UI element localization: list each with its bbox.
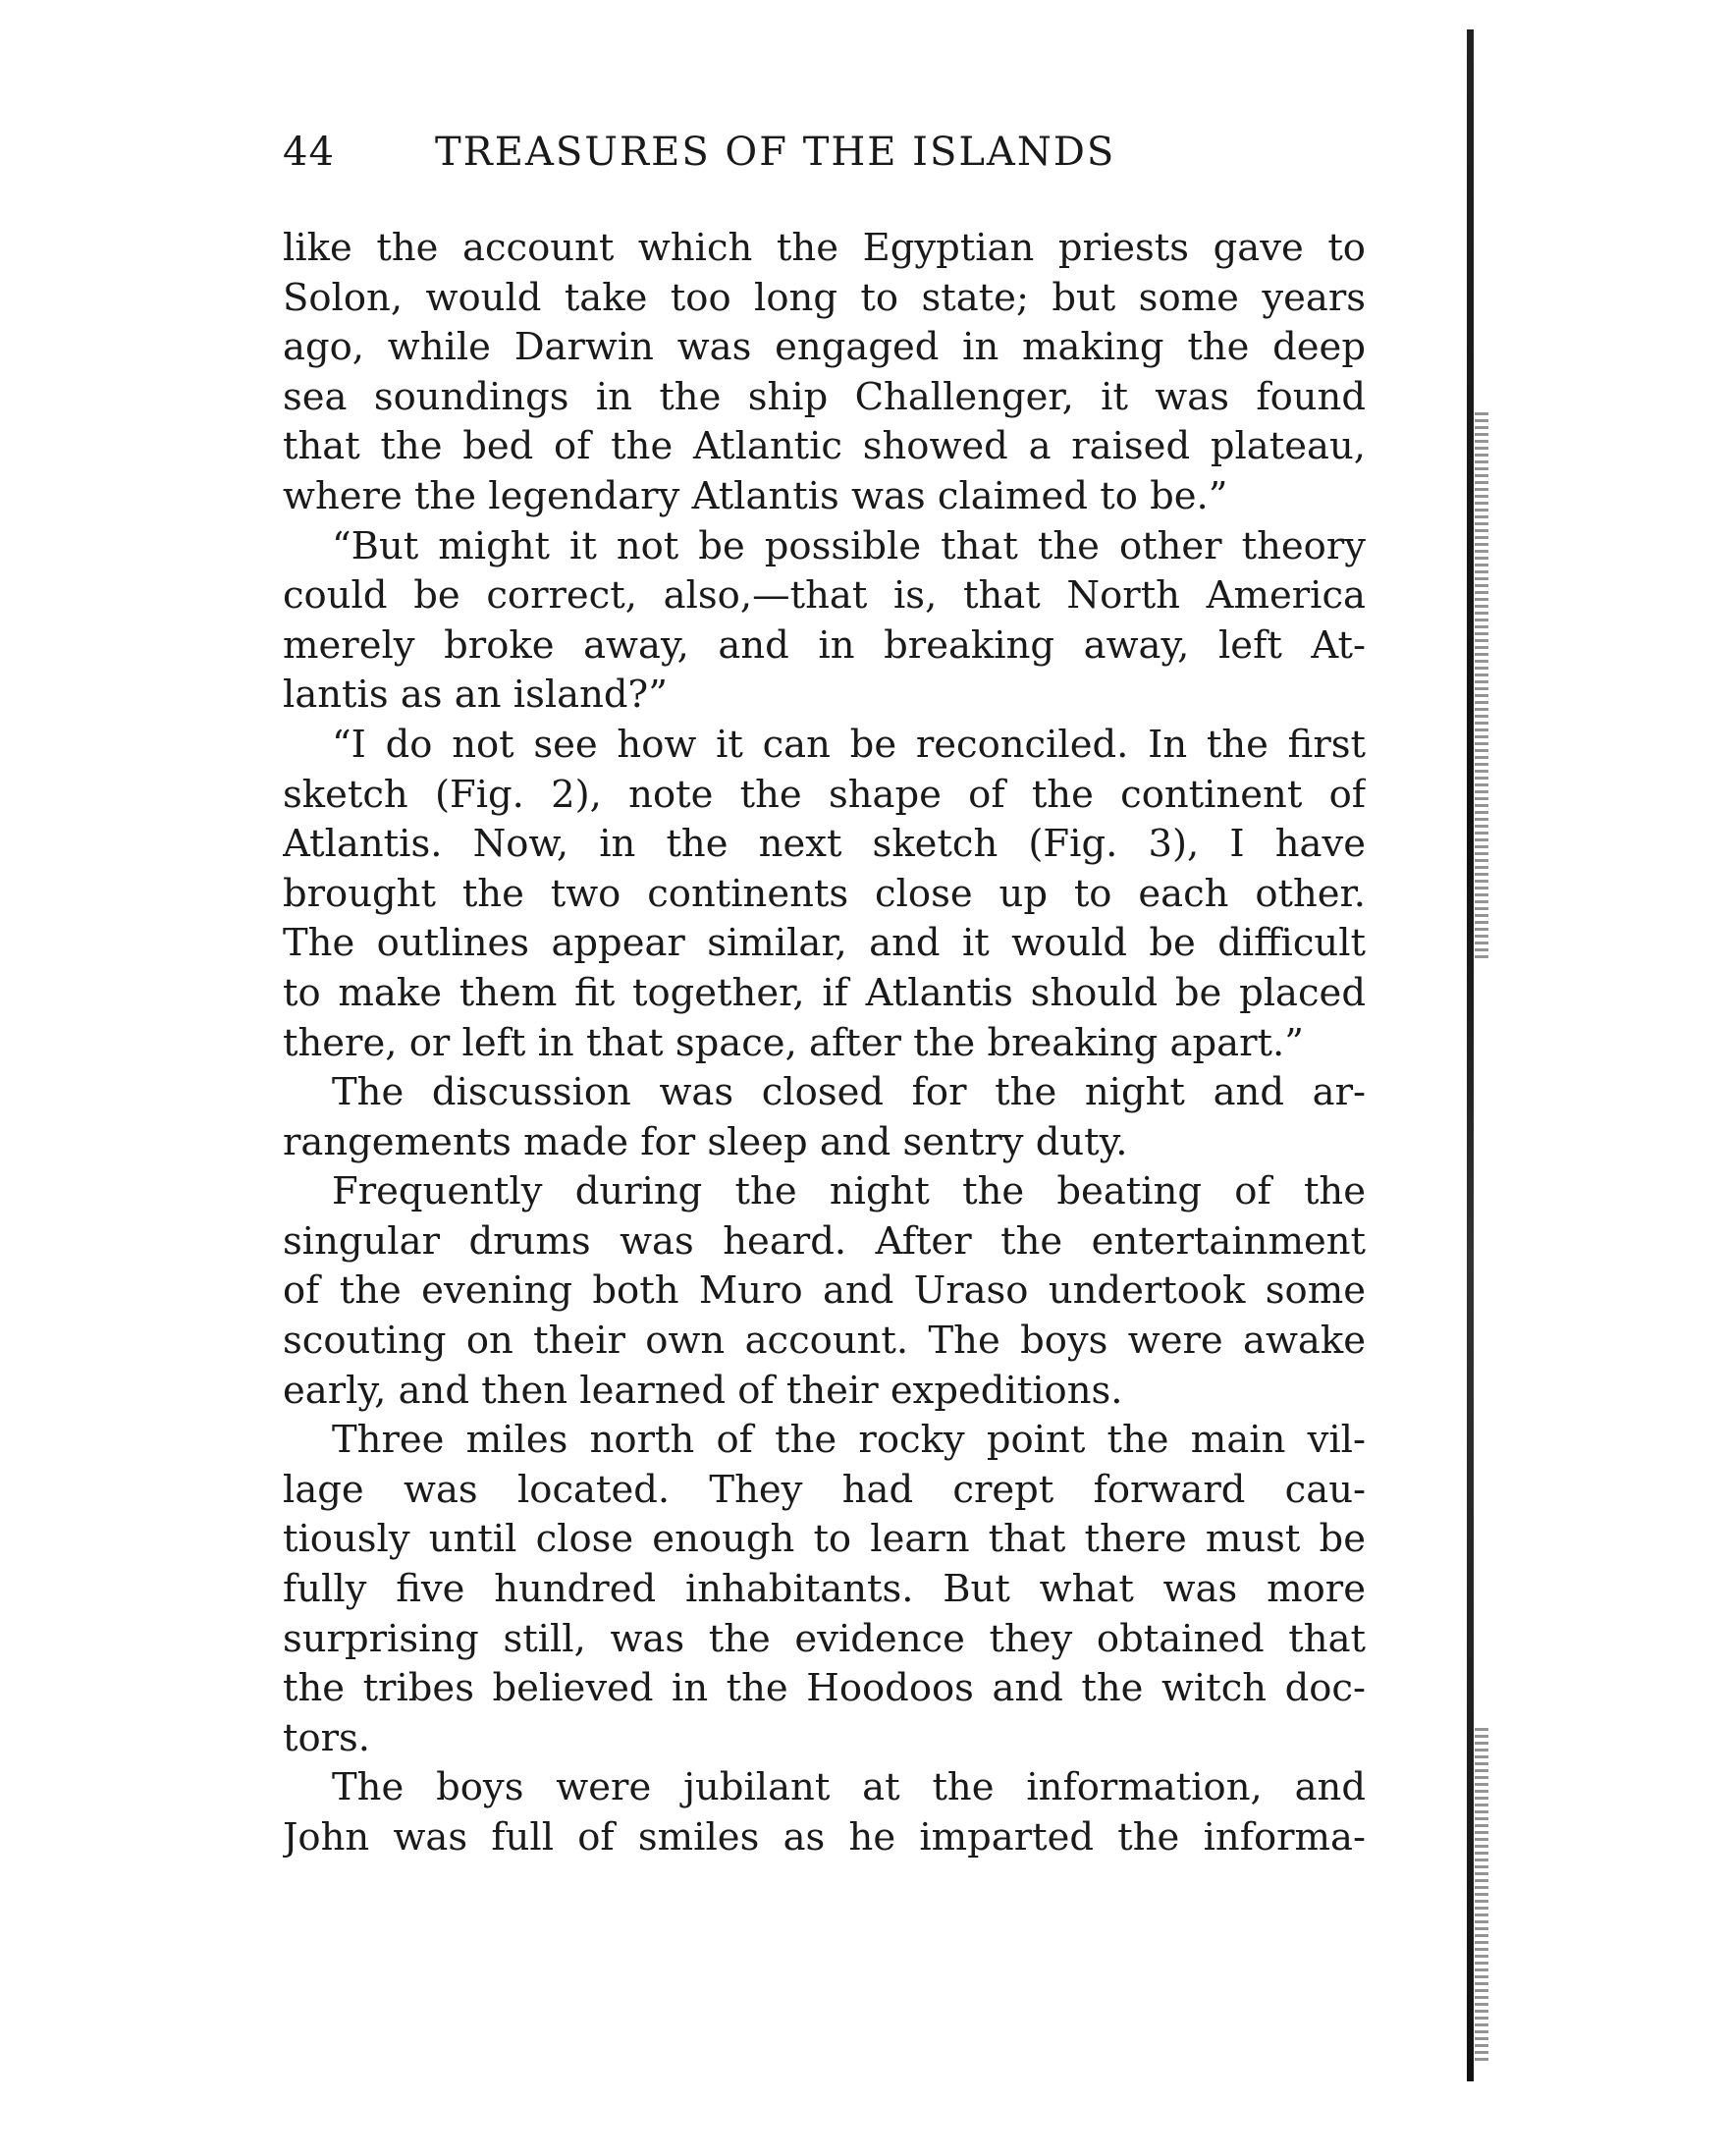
text-line: of the evening both Muro and Uraso undertook some xyxy=(283,1268,1366,1314)
page-edge-texture xyxy=(1475,412,1488,962)
text-line: ago, while Darwin was engaged in making the deep xyxy=(283,325,1366,370)
text-line: scouting on their own account. The boys were awake xyxy=(283,1319,1366,1364)
text-line: Solon, would take too long to state; but some years xyxy=(283,275,1366,320)
page-edge-texture xyxy=(1475,1728,1488,2062)
text-line: singular drums was heard. After the entertainment xyxy=(283,1218,1366,1264)
text-line: fully five hundred inhabitants. But what was more xyxy=(283,1567,1366,1612)
text-line: Three miles north of the rocky point the main vil- xyxy=(332,1418,1366,1463)
page-number: 44 xyxy=(283,130,335,175)
text-line: rangements made for sleep and sentry duty. xyxy=(283,1119,1128,1164)
text-line: The discussion was closed for the night and ar- xyxy=(332,1070,1366,1115)
text-line: could be correct, also,—that is, that North America xyxy=(283,573,1366,619)
text-line: merely broke away, and in breaking away, left At- xyxy=(283,622,1366,668)
text-line: where the legendary Atlantis was claimed to be.” xyxy=(283,473,1228,518)
page-edge-shadow xyxy=(1467,29,1474,2081)
text-line: that the bed of the Atlantic showed a raised plateau, xyxy=(283,424,1366,469)
text-line: Frequently during the night the beating of the xyxy=(332,1169,1366,1214)
text-line: Atlantis. Now, in the next sketch (Fig. 3), I have xyxy=(283,822,1366,867)
text-line: “I do not see how it can be reconciled. In the first xyxy=(332,722,1366,767)
text-line: The outlines appear similar, and it would be difficult xyxy=(283,921,1366,966)
text-line: sea soundings in the ship Challenger, it was found xyxy=(283,374,1366,419)
running-head xyxy=(283,128,1225,177)
text-line: there, or left in that space, after the breaking apart.” xyxy=(283,1020,1304,1065)
text-line: lantis as an island?” xyxy=(283,673,668,718)
text-line: early, and then learned of their expeditions. xyxy=(283,1368,1123,1413)
text-line: like the account which the Egyptian priests gave to xyxy=(283,226,1366,270)
book-title: TREASURES OF THE ISLANDS xyxy=(435,130,1116,175)
text-line: The boys were jubilant at the information, and xyxy=(332,1765,1366,1810)
text-line: lage was located. They had crept forward cau- xyxy=(283,1467,1366,1512)
text-line: tors. xyxy=(283,1715,371,1760)
text-line: tiously until close enough to learn that there must be xyxy=(283,1517,1366,1562)
body-text xyxy=(283,224,1366,1863)
text-line: the tribes believed in the Hoodoos and the witch doc- xyxy=(283,1666,1366,1711)
text-line: “But might it not be possible that the other theory xyxy=(332,523,1366,568)
text-line: John was full of smiles as he imparted the informa- xyxy=(283,1815,1366,1860)
text-line: to make them fit together, if Atlantis should be placed xyxy=(283,970,1366,1015)
text-line: sketch (Fig. 2), note the shape of the continent of xyxy=(283,772,1366,817)
text-line: brought the two continents close up to each other. xyxy=(283,871,1366,916)
text-line: surprising still, was the evidence they obtained that xyxy=(283,1616,1366,1661)
